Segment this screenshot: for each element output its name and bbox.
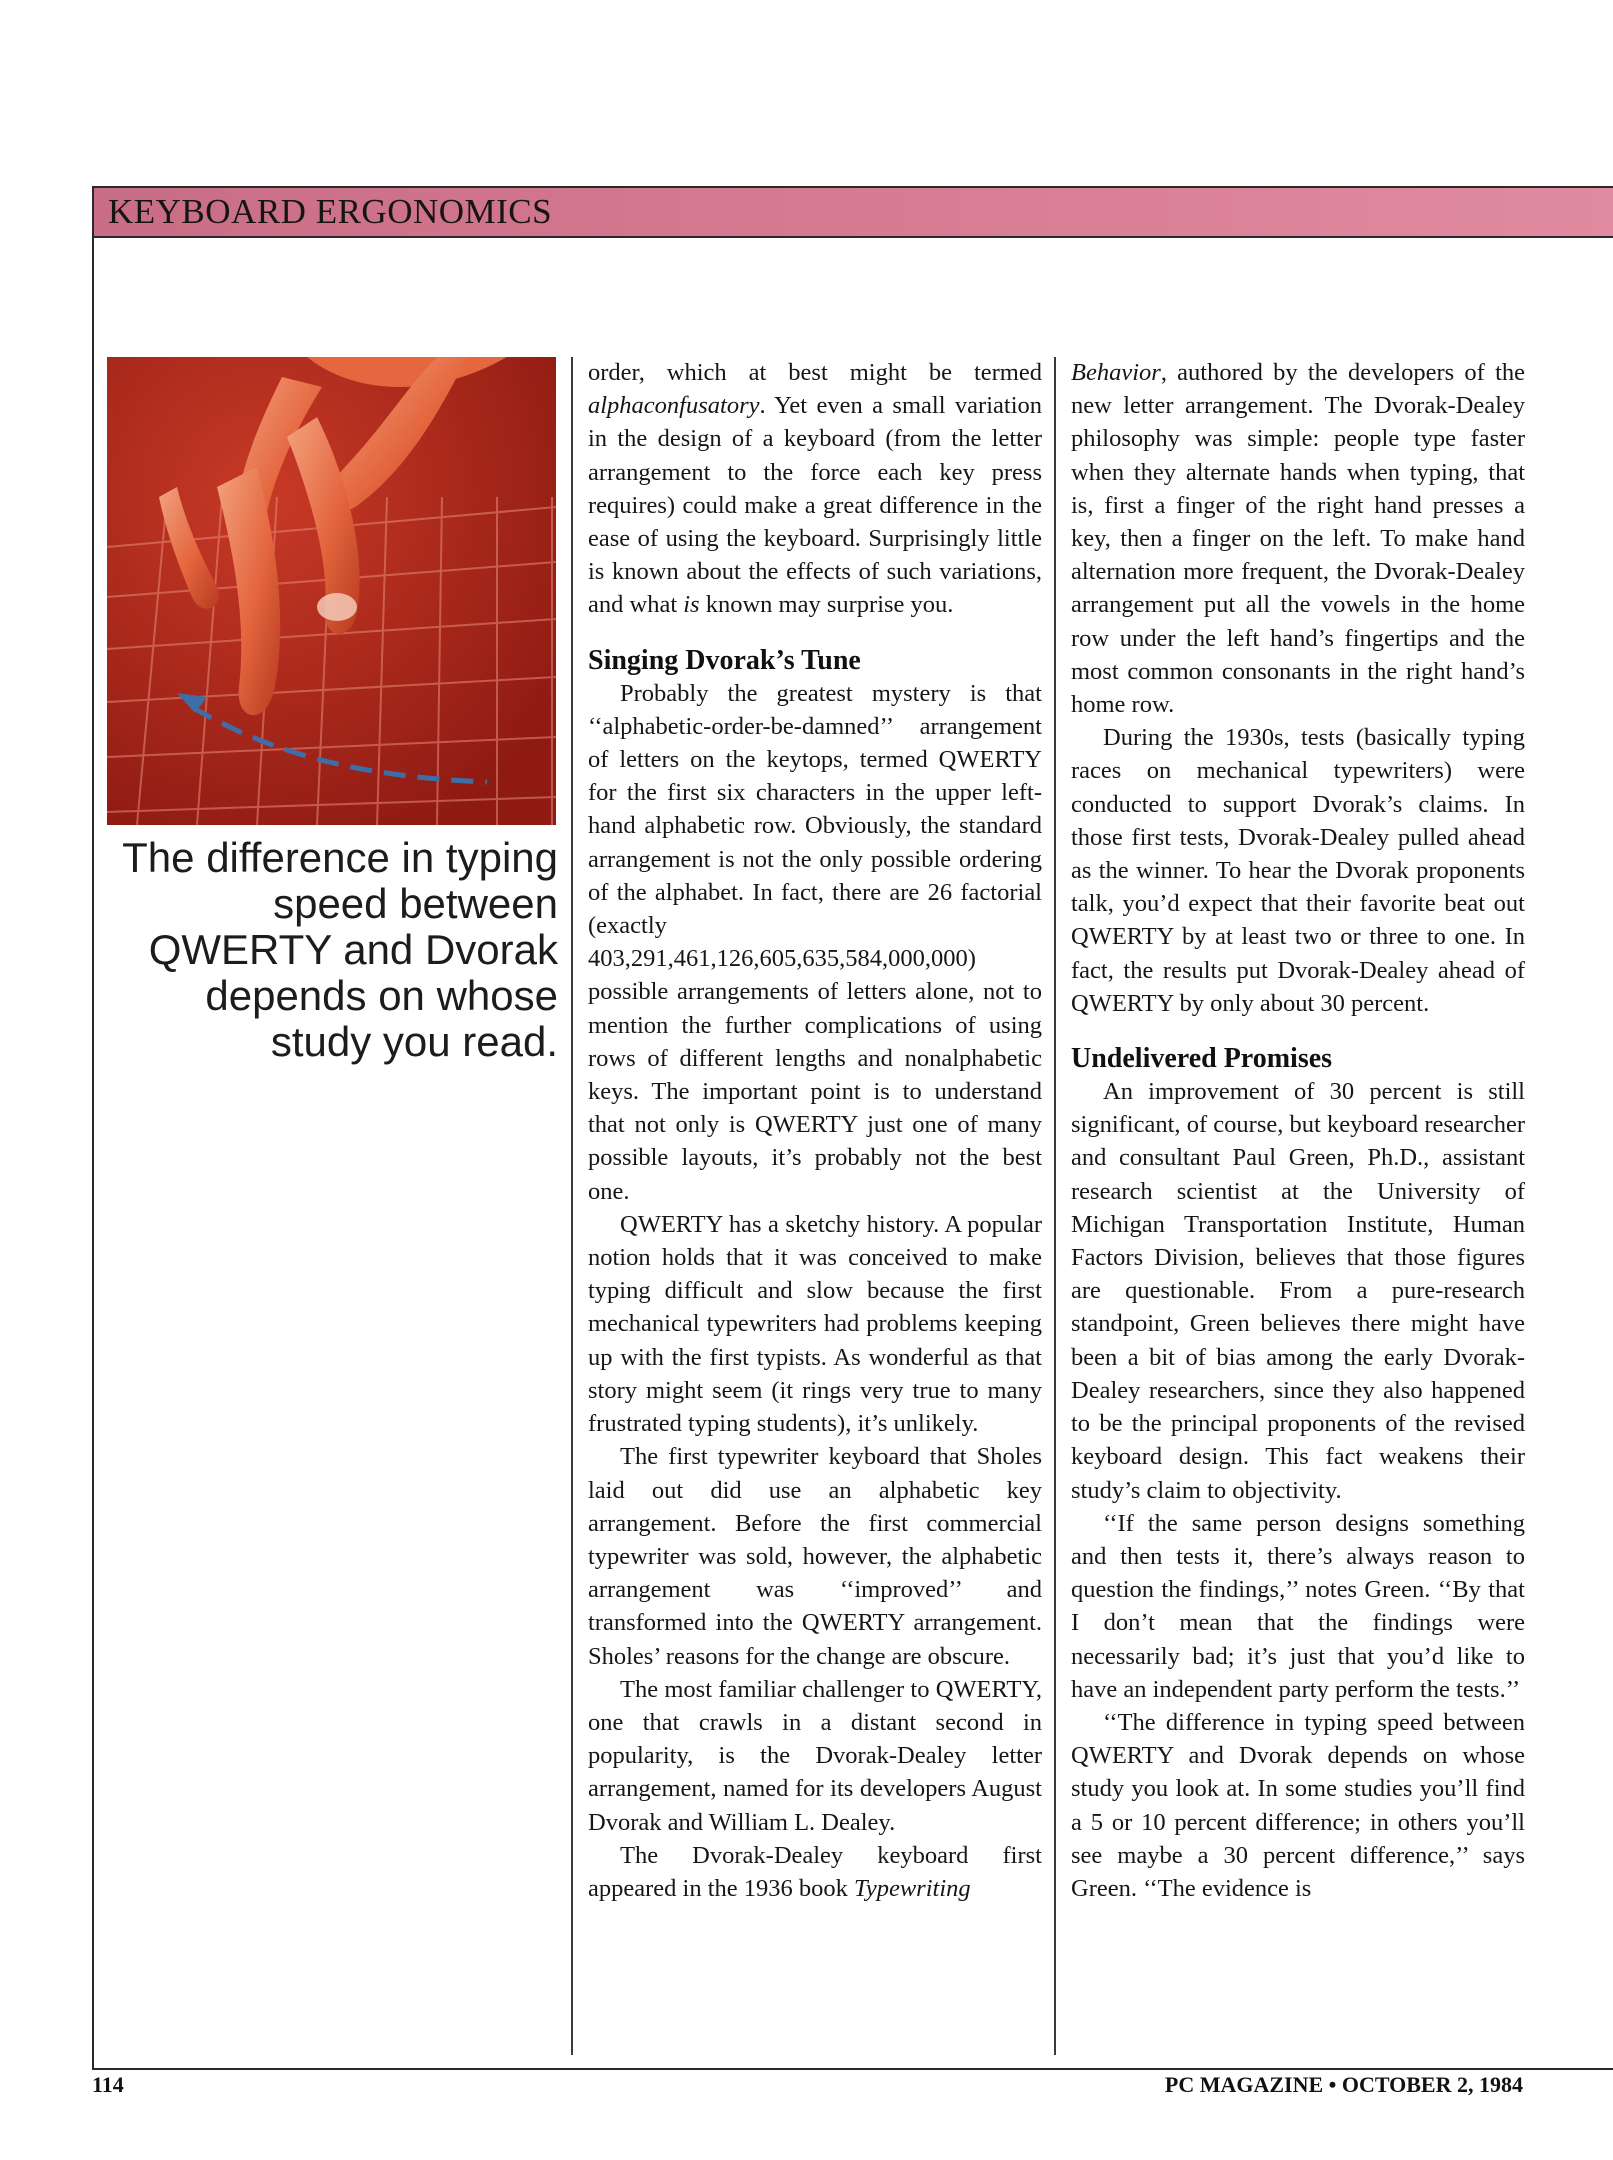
masthead-date: PC MAGAZINE • OCTOBER 2, 1984 — [1164, 2072, 1523, 2097]
hand-illustration — [107, 357, 556, 825]
text-run: , authored by the developers of the new letter arrangement. The Dvorak-Dealey philosophy was simple: people type faster when they alternate hands when typing, that is, first a finger of the right hand presses a key, then a finger on the left. To make hand alternation more frequent, the Dvorak-Dealey arrangement put all the vowels in the home row under the left hand’s fingertips and the most common consonants in the right hand’s home row. — [1071, 359, 1525, 719]
text-run: order, which at best might be termed — [588, 359, 1042, 386]
text-run: . Yet even a small variation in the design of a keyboard (from the letter arrangement to the force each key press requires) could make a great difference in the ease of using the keyboard. Surprisingly little is known about the effects of such variations, and what — [588, 392, 1042, 619]
text-run: The Dvorak-Dealey keyboard first appeared in the 1936 book — [588, 1841, 1042, 1902]
emphasis-text: is — [683, 591, 700, 619]
text-run: known may surprise you. — [699, 591, 954, 619]
section-header-bar — [92, 186, 1613, 238]
paragraph: The most familiar challenger to QWERTY, one that crawls in a distant second in popularity, is the Dvorak-Dealey letter arrangement, named for its developers August Dvorak and William L. Dealey. — [588, 1675, 1042, 1836]
paragraph — [588, 356, 1042, 622]
paragraph: Probably the greatest mystery is that ‘‘alphabetic-order-be-damned’’ arrangement of letters on the keytops, termed QWERTY for the first six characters in the upper left-hand alphabetic row. Obviously, the standard arrangement is not the only possible ordering of the alphabet. In fact, there are 26 factorial (exactly 403,291,461,126,605,635,584,000,000) possible arrangements of letters alone, not to mention the further complications of using rows of different lengths and nonalphabetic keys. The important point is to understand that not only is QWERTY just one of many possible layouts, it’s probably not the best one. — [588, 679, 1042, 1205]
paragraph — [1071, 356, 1525, 721]
hand-over-grid-icon — [107, 357, 556, 825]
paragraph: An improvement of 30 percent is still significant, of course, but keyboard researcher and consultant Paul Green, Ph.D., assistant research scientist at the University of Michigan Transportation Institute, Human Factors Division, believes that those figures are questionable. From a pure-research standpoint, Green believes there might have been a bit of bias among the early Dvorak-Dealey researchers, since they also happened to be the principal proponents of the revised keyboard design. This fact weakens their study’s claim to objectivity. — [1071, 1078, 1525, 1504]
article-column-2 — [1071, 356, 1525, 1905]
paragraph: During the 1930s, tests (basically typing races on mechanical typewriters) were conducted to support Dvorak’s claims. In those first tests, Dvorak-Dealey pulled ahead as the winner. To hear the Dvorak proponents talk, you’d expect that their favorite beat out QWERTY by at least two or three to one. In fact, the results put Dvorak-Dealey ahead of QWERTY by only about 30 percent. — [1071, 724, 1525, 1017]
paragraph: The first typewriter keyboard that Sholes laid out did use an alphabetic key arrangement. Before the first commercial typewriter was sold, however, the alphabetic arrangement was ‘‘improved’’ and transformed into the QWERTY arrangement. Sholes’ reasons for the change are obscure. — [588, 1443, 1042, 1670]
column-rule-2 — [1054, 357, 1056, 2055]
emphasis-text: alphaconfusatory — [588, 392, 760, 420]
paragraph — [588, 1839, 1042, 1905]
subheading-undelivered-promises: Undelivered Promises — [1071, 1043, 1333, 1075]
emphasis-text: Typewriting — [854, 1874, 971, 1902]
pull-quote: The difference in typing speed between QWERTY and Dvorak depends on whose study you read. — [122, 834, 558, 1065]
frame-bottom-rule — [92, 2068, 1613, 2070]
section-title: KEYBOARD ERGONOMICS — [108, 192, 553, 231]
paragraph: QWERTY has a sketchy history. A popular notion holds that it was conceived to make typing difficult and slow because the first mechanical typewriters had problems keeping up with the first typists. As wonderful as that story might seem (it rings very true to many frustrated typing students), it’s unlikely. — [588, 1210, 1042, 1438]
frame-left-rule — [92, 186, 94, 2070]
page-number: 114 — [92, 2072, 124, 2097]
emphasis-text: Behavior — [1071, 359, 1161, 386]
column-rule-1 — [571, 357, 573, 2055]
article-column-1 — [588, 356, 1042, 1905]
paragraph: ‘‘The difference in typing speed between QWERTY and Dvorak depends on whose study you look at. In some studies you’ll find a 5 or 10 percent difference; in others you’ll see maybe a 30 percent difference,’’ says Green. ‘‘The evidence is — [1071, 1708, 1525, 1902]
subheading-singing-dvoraks-tune: Singing Dvorak’s Tune — [588, 644, 861, 676]
paragraph: ‘‘If the same person designs something and then tests it, there’s always reason to question the findings,’’ notes Green. ‘‘By that I don’t mean that the findings were necessarily bad; it’s just that you’d like to have an independent party perform the tests.’’ — [1071, 1509, 1525, 1703]
